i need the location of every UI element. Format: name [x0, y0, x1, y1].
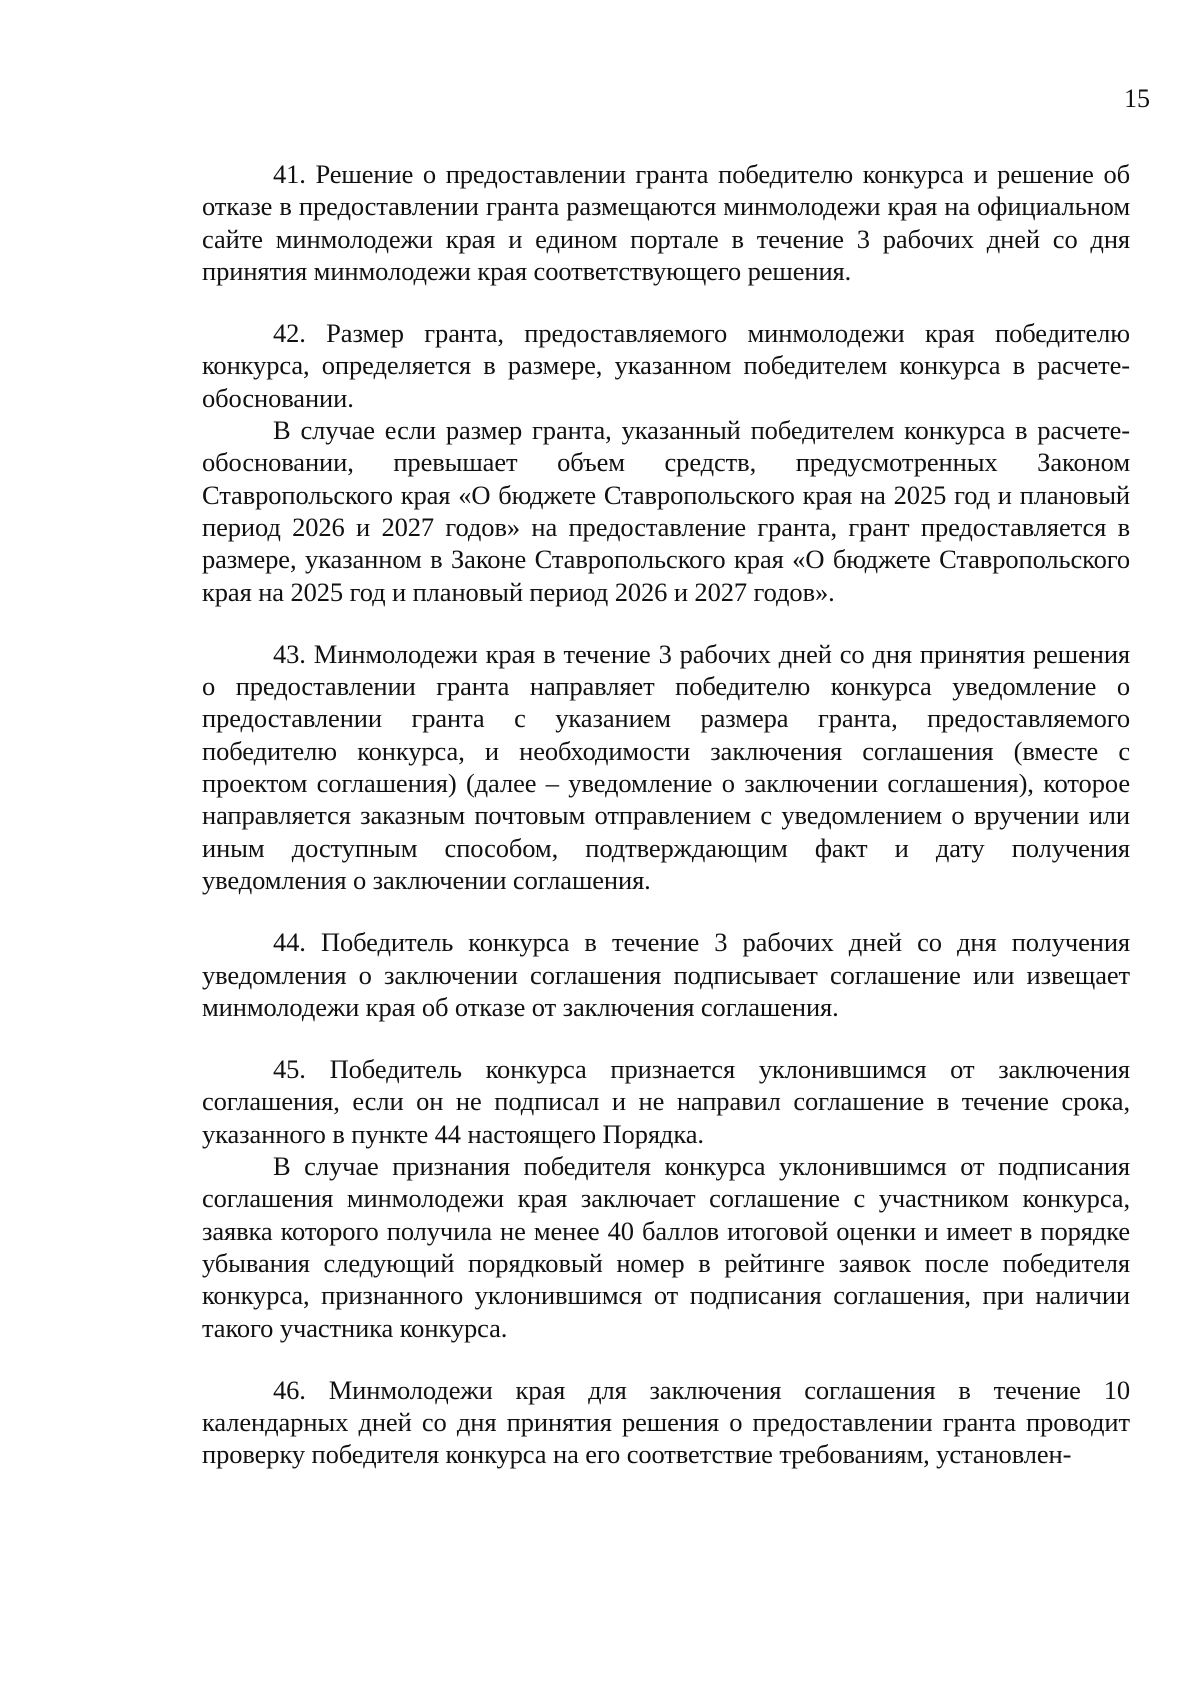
paragraph-41: 41. Решение о предоставлении гранта победителю конкурса и решение об отказе в предоставлении гранта размещаются минмолодежи края на официальном сайте минмолодежи края и едином портале в течение 3 рабочих дней со дня принятия минмолодежи края соответствующего решения.: [202, 159, 1130, 286]
paragraph-44: 44. Победитель конкурса в течение 3 рабочих дней со дня получения уведомления о заключении соглашения подписывает соглашение или извещает минмолодежи края об отказе от заключения соглашения.: [202, 927, 1130, 1022]
paragraph-45: 45. Победитель конкурса признается уклонившимся от заключения соглашения, если он не подписал и не направил соглашение в течение срока, указанного в пункте 44 настоящего Порядка.: [202, 1054, 1130, 1149]
paragraph-42-continuation: В случае если размер гранта, указанный победителем конкурса в расчете-обосновании, превышает объем средств, предусмотренных Законом Ставропольского края «О бюджете Ставропольского края на 2025 год и плановый период 2026 и 2027 годов» на предоставление гранта, грант предоставляется в размере, указанном в Законе Ставропольского края «О бюджете Ставропольского края на 2025 год и плановый период 2026 и 2027 годов».: [202, 415, 1130, 607]
document-body: [202, 158, 1130, 1471]
paragraph-46: 46. Минмолодежи края для заключения соглашения в течение 10 календарных дней со дня принятия решения о предоставлении гранта проводит проверку победителя конкурса на его соответствие требованиям, установлен-: [202, 1374, 1130, 1470]
paragraph-42: 42. Размер гранта, предоставляемого минмолодежи края победителю конкурса, определяется в размере, указанном победителем конкурса в расчете-обосновании.: [202, 318, 1130, 413]
paragraph-45-continuation: В случае признания победителя конкурса уклонившимся от подписания соглашения минмолодежи края заключает соглашение с участником конкурса, заявка которого получила не менее 40 баллов итоговой оценки и имеет в порядке убывания следующий порядковый номер в рейтинге заявок после победителя конкурса, признанного уклонившимся от подписания соглашения, при наличии такого участника конкурса.: [202, 1151, 1130, 1343]
paragraph-43: 43. Минмолодежи края в течение 3 рабочих дней со дня принятия решения о предоставлении гранта направляет победителю конкурса уведомление о предоставлении гранта с указанием размера гранта, предоставляемого победителю конкурса, и необходимости заключения соглашения (вместе с проектом соглашения) (далее – уведомление о заключении соглашения), которое направляется заказным почтовым отправлением с уведомлением о вручении или иным доступным способом, подтверждающим факт и дату получения уведомления о заключении соглашения.: [202, 638, 1130, 895]
page-number: 15: [1124, 84, 1150, 113]
